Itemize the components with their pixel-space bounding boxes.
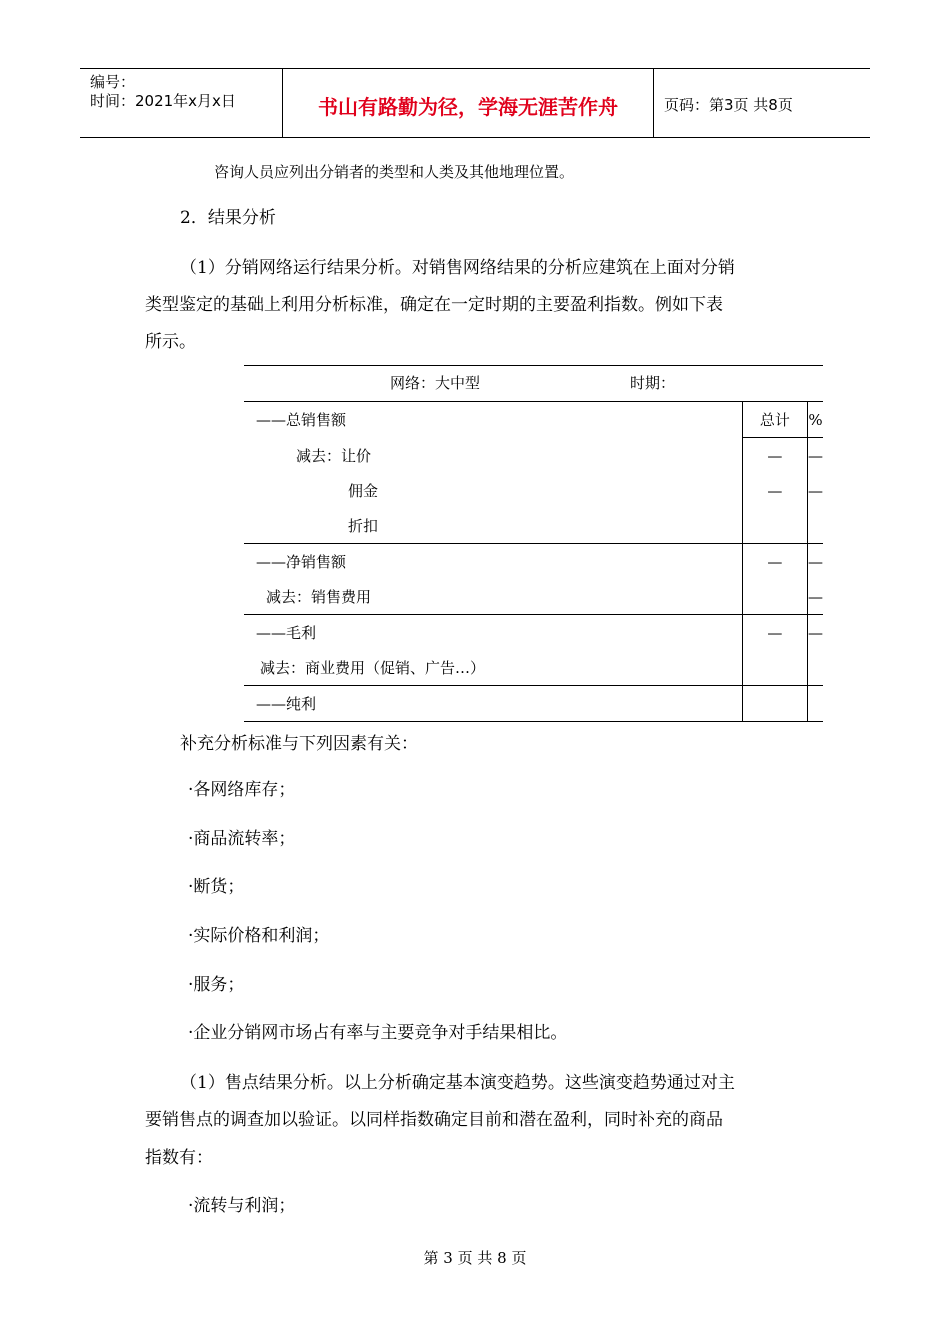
page-footer: 第 3 页 共 8 页 (423, 1249, 527, 1267)
paragraph-network-analysis-line1: （1）分销网络运行结果分析。对销售网络结果的分析应建筑在上面对分销 (180, 258, 735, 278)
paragraph-network-analysis-line2: 类型鉴定的基础上利用分析标准，确定在一定时期的主要盈利指数。例如下表 (145, 295, 723, 315)
row-total: — (742, 438, 807, 474)
row-total: 总计 (742, 402, 807, 438)
paragraph-outlet-analysis-line2: 要销售点的调查加以验证。以同样指数确定目前和潜在盈利，同时补充的商品 (145, 1110, 723, 1130)
table-network-label: 网络：大中型 (390, 374, 481, 392)
row-total (742, 686, 807, 722)
row-percent: % (808, 402, 824, 438)
table-row (244, 686, 823, 722)
doc-number-label: 编号： (90, 73, 136, 91)
row-percent: — (808, 579, 824, 615)
table-row (244, 508, 823, 544)
list-item: ·服务； (188, 975, 245, 995)
row-percent: — (808, 615, 824, 651)
list-item: ·商品流转率； (188, 829, 296, 849)
row-label: ——毛利 (256, 624, 317, 642)
table-row (244, 544, 823, 580)
row-percent: — (808, 544, 824, 580)
row-label: 佣金 (348, 482, 379, 500)
row-total: — (742, 544, 807, 580)
header-motto-cell (283, 69, 654, 137)
profit-analysis-table (244, 365, 823, 722)
row-label: 折扣 (244, 508, 742, 544)
table-row (244, 615, 823, 651)
row-percent: — (808, 438, 824, 474)
list-item: ·各网络库存； (188, 780, 296, 800)
supplementary-criteria-intro: 补充分析标准与下列因素有关： (180, 734, 418, 754)
section-heading-result-analysis: 2．结果分析 (180, 208, 276, 228)
motto-text: 书山有路勤为径，学海无涯苦作舟 (318, 95, 618, 119)
list-item: ·流转与利润； (188, 1196, 296, 1216)
table-period-label: 时期： (630, 374, 676, 392)
list-item: ·实际价格和利润； (188, 926, 330, 946)
row-percent (808, 686, 824, 722)
table-row (244, 402, 823, 438)
table-header-row (244, 366, 823, 402)
table-row (244, 650, 823, 686)
table-row (244, 438, 823, 474)
row-percent (808, 508, 824, 544)
row-label: ——总销售额 (256, 411, 347, 430)
paragraph-outlet-analysis-line3: 指数有： (145, 1148, 213, 1168)
page-header (80, 68, 870, 138)
row-total (742, 579, 807, 615)
table-row (244, 473, 823, 508)
paragraph-network-analysis-line3: 所示。 (145, 332, 196, 352)
row-label: 减去：让价 (296, 446, 372, 465)
table-header-cell (244, 366, 823, 402)
row-label: 减去：销售费用 (244, 579, 742, 615)
list-item: ·断货； (188, 877, 245, 897)
row-label: ——净销售额 (256, 553, 347, 571)
row-label: ——纯利 (244, 686, 742, 722)
paragraph-distributor-types: 咨询人员应列出分销者的类型和人类及其他地理位置。 (214, 163, 575, 181)
row-percent (808, 650, 824, 686)
doc-date-label: 时间：2021年x月x日 (90, 92, 236, 110)
table-row (244, 579, 823, 615)
row-total: — (742, 473, 807, 508)
page-indicator: 页码：第3页 共8页 (664, 96, 793, 114)
row-label: 减去：商业费用（促销、广告…） (244, 650, 742, 686)
header-meta-cell (80, 69, 283, 137)
paragraph-outlet-analysis-line1: （1）售点结果分析。以上分析确定基本演变趋势。这些演变趋势通过对主 (180, 1073, 735, 1093)
row-total (742, 650, 807, 686)
row-total (742, 508, 807, 544)
row-total: — (742, 615, 807, 651)
header-page-cell (654, 69, 870, 137)
row-percent: — (808, 473, 824, 508)
list-item: ·企业分销网市场占有率与主要竞争对手结果相比。 (188, 1023, 568, 1043)
